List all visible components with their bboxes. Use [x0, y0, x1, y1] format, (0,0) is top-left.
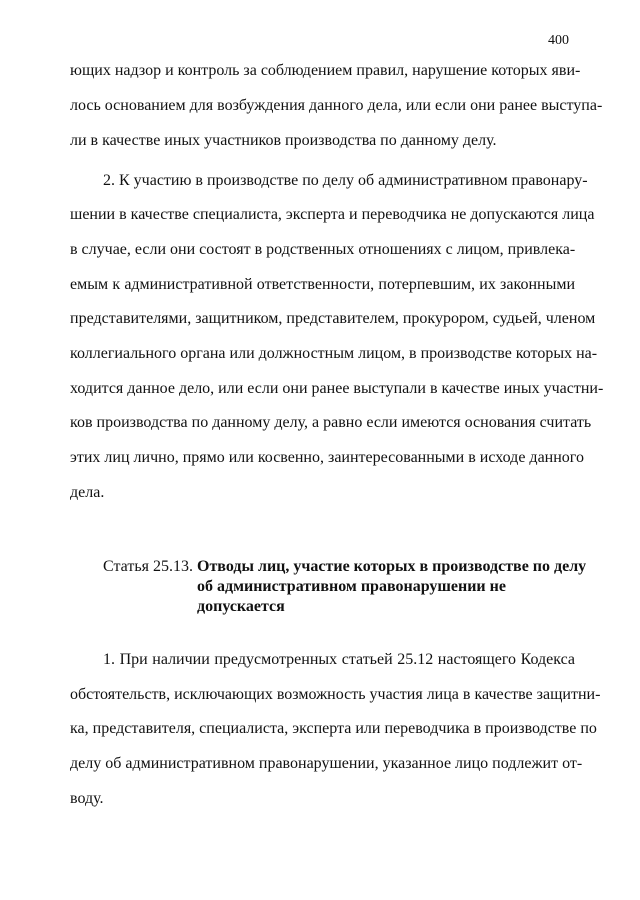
- paragraph-2-line-3: в случае, если они состоят в родственных отношениях с лицом, привлека-: [70, 241, 576, 258]
- paragraph-2-line-9: этих лиц лично, прямо или косвенно, заинтересованными в исходе данного: [70, 449, 584, 466]
- paragraph-1-line-3: ли в качестве иных участников производства по данному делу.: [70, 132, 497, 149]
- paragraph-2-line-10: дела.: [70, 484, 105, 501]
- paragraph-1-line-1: ющих надзор и контроль за соблюдением правил, нарушение которых яви-: [70, 62, 581, 79]
- paragraph-2-line-7: ходится данное дело, или если они ранее выступали в качестве иных участни-: [70, 380, 604, 397]
- paragraph-3-line-3: ка, представителя, специалиста, эксперта или переводчика в производстве по: [70, 720, 597, 737]
- paragraph-2-line-1: 2. К участию в производстве по делу об административном правонару-: [103, 172, 588, 189]
- paragraph-1-line-2: лось основанием для возбуждения данного дела, или если они ранее выступа-: [70, 97, 603, 114]
- paragraph-2-line-4: емым к административной ответственности, потерпевшим, их законными: [70, 276, 575, 293]
- article-label: Статья 25.13.: [103, 558, 193, 575]
- paragraph-3-line-5: воду.: [70, 790, 104, 807]
- paragraph-2-line-8: ков производства по данному делу, а равно если имеются основания считать: [70, 414, 592, 431]
- paragraph-3-line-4: делу об административном правонарушении, указанное лицо подлежит от-: [70, 755, 583, 772]
- paragraph-2-line-5: представителями, защитником, представителем, прокурором, судьей, членом: [70, 310, 596, 327]
- paragraph-3-line-2: обстоятельств, исключающих возможность участия лица в качестве защитни-: [70, 686, 601, 703]
- paragraph-2-line-2: шении в качестве специалиста, эксперта и переводчика не допускаются лица: [70, 206, 595, 223]
- paragraph-3-line-1: 1. При наличии предусмотренных статьей 25.12 настоящего Кодекса: [103, 651, 575, 668]
- article-title-line-2: об административном правонарушении не: [197, 578, 506, 595]
- article-title-line-1: Отводы лиц, участие которых в производстве по делу: [197, 558, 587, 575]
- page-number: 400: [548, 33, 569, 48]
- article-title-line-3: допускается: [197, 598, 285, 615]
- paragraph-2-line-6: коллегиального органа или должностным лицом, в производстве которых на-: [70, 345, 598, 362]
